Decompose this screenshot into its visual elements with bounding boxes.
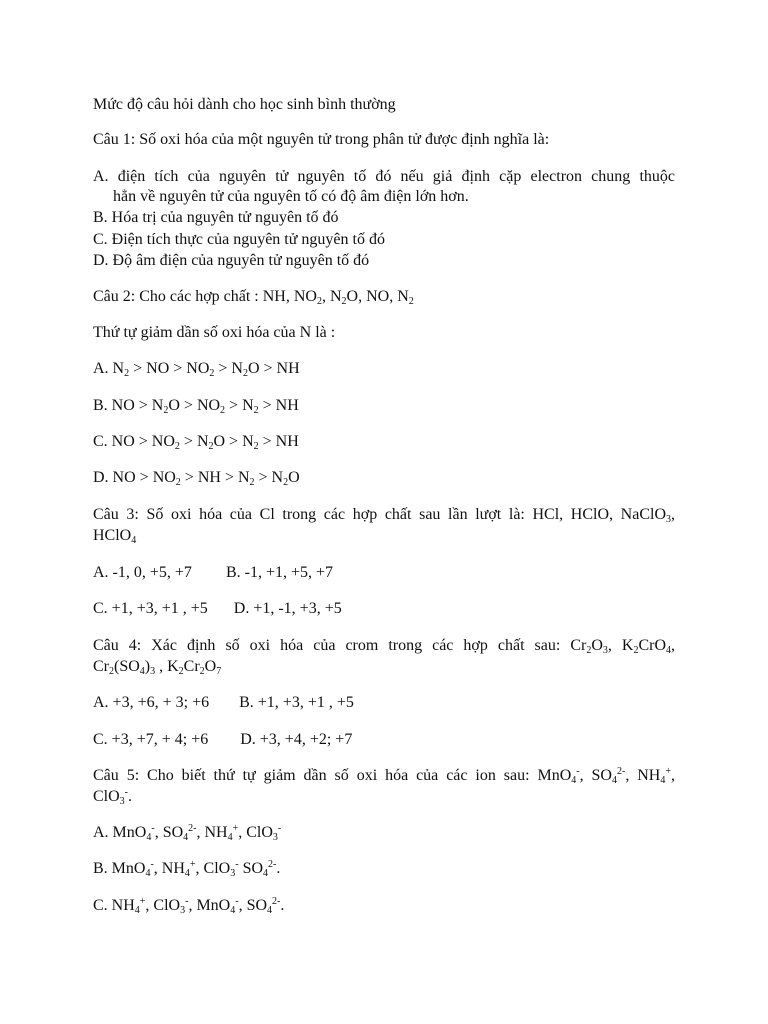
question-1-option-b: B. Hóa trị của nguyên tử nguyên tố đó: [93, 209, 339, 226]
question-4-stem-cont: $Cr_2(SO_4)_3$ , $K_2Cr_2O_7$: [93, 658, 222, 677]
question-5-option-b: B. MnO$_4$-, $NH_4^+$, ClO$_3$- $SO_4^{2-}$.: [93, 859, 281, 879]
question-1-option-c: C. Điện tích thực của nguyên tử nguyên tố đó: [93, 231, 385, 248]
question-5-stem-cont: ClO$_3$-.: [93, 787, 133, 807]
question-3-option-a: A. -1, 0, +5, +7: [93, 564, 192, 581]
question-4-option-a: A. +3, +6, + 3; +6: [93, 694, 210, 711]
question-2-option-b: B. NO > $N_2O > NO_2 > N_2$ > NH: [93, 397, 299, 416]
question-2-option-d: D. NO > $NO_2$ > NH > $N_2 > N_2O$: [93, 469, 300, 488]
question-3-stem: Câu 3: Số oxi hóa của Cl trong các hợp chất sau lần lượt là: HCl, HClO, NaClO$_3$,: [93, 506, 675, 525]
question-3-option-c: C. +1, +3, +1 , +5: [93, 600, 208, 617]
question-4-stem: Câu 4: Xác định số oxi hóa của crom trong các hợp chất sau: $Cr_2O_3$, $K_2CrO_4$,: [93, 637, 676, 656]
question-1-option-a: A. điện tích của nguyên tử nguyên tố đó nếu giả định cặp electron chung thuộc: [93, 168, 675, 185]
question-3-stem-cont: HClO$_4$: [93, 527, 137, 546]
question-3-option-d: D. +1, -1, +3, +5: [233, 600, 342, 617]
question-3-options-ab: [93, 563, 675, 583]
question-2-option-c: C. NO > $NO_2 > N_2O > N_2$ > NH: [93, 433, 299, 452]
question-4-option-d: D. +3, +4, +2; +7: [240, 731, 353, 748]
question-4-options-cd: [93, 730, 675, 750]
question-5-stem: Câu 5: Cho biết thứ tự giảm dần số oxi hóa của các ion sau: MnO$_4$-, $SO_4^{2-}$, $NH_4^+$,: [93, 766, 675, 786]
question-5-option-a: A. MnO$_4$-, $SO_4^{2-}$, $NH_4^+$, ClO$_3$-: [93, 823, 282, 843]
question-1-option-d: D. Độ âm điện của nguyên tử nguyên tố đó: [93, 252, 370, 269]
question-5-option-c: C. $NH_4^+$, ClO$_3$-, MnO$_4$-, $SO_4^{2-}$.: [93, 896, 285, 916]
question-2-order: Thứ tự giảm dần số oxi hóa của N là :: [93, 324, 336, 341]
question-1-stem: Câu 1: Số oxi hóa của một nguyên tử trong phân tử được định nghĩa là:: [93, 131, 550, 148]
section-heading: Mức độ câu hỏi dành cho học sinh bình thường: [93, 96, 396, 113]
question-3-option-b: B. -1, +1, +5, +7: [225, 564, 334, 581]
question-2-stem: Câu 2: Cho các hợp chất : NH, $NO_2$, $N_2O$, NO, $N_2$: [93, 288, 414, 307]
question-3-options-cd: [93, 599, 675, 619]
question-4-option-b: B. +1, +3, +1 , +5: [239, 694, 354, 711]
question-4-options-ab: [93, 693, 675, 713]
question-4-option-c: C. +3, +7, + 4; +6: [93, 731, 209, 748]
question-1-option-a-cont: hẳn về nguyên tử của nguyên tố có độ âm điện lớn hơn.: [113, 188, 469, 205]
question-2-option-a: A. $N_2$ > NO > $NO_2 > N_2O$ > NH: [93, 360, 300, 379]
